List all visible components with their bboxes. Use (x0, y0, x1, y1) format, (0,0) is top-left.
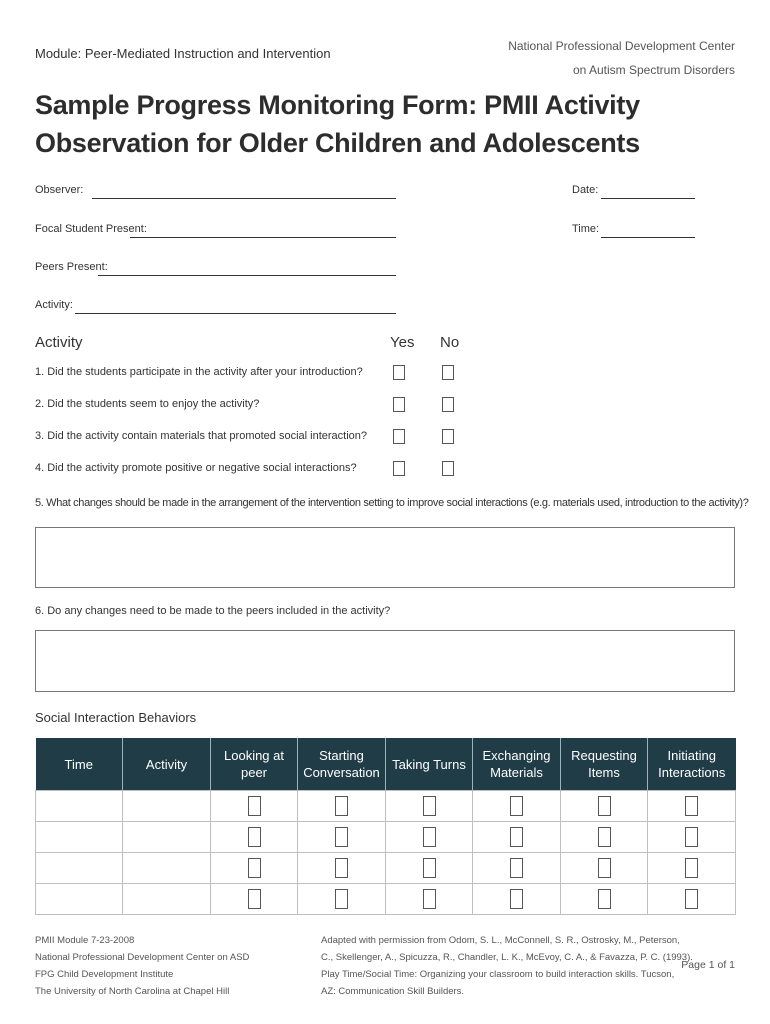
behavior-checkbox[interactable] (510, 796, 523, 816)
activity-section-heading: Activity (35, 334, 83, 351)
activity-cell[interactable] (123, 853, 211, 884)
behavior-checkbox[interactable] (685, 827, 698, 847)
footer-center: National Professional Development Center on ASD (35, 952, 250, 963)
table-header-row (36, 738, 736, 791)
behavior-checkbox[interactable] (248, 827, 261, 847)
col-taking-turns: Taking Turns (386, 738, 473, 791)
behavior-cell (211, 884, 298, 915)
question-6: 6. Do any changes need to be made to the peers included in the activity? (35, 605, 391, 617)
q3-yes-checkbox[interactable] (393, 429, 405, 444)
behavior-cell (473, 884, 561, 915)
time-label: Time: (572, 223, 600, 235)
peers-present-field[interactable] (98, 275, 396, 276)
behavior-checkbox[interactable] (685, 858, 698, 878)
behavior-cell (648, 822, 736, 853)
behavior-checkbox[interactable] (423, 889, 436, 909)
behavior-cell (473, 853, 561, 884)
citation-line: Play Time/Social Time: Organizing your classroom to build interaction skills. Tucson, (321, 969, 675, 980)
time-cell[interactable] (36, 822, 123, 853)
col-initiating-interactions: Initiating Interactions (648, 738, 736, 791)
question-4: 4. Did the activity promote positive or negative social interactions? (35, 462, 357, 474)
time-field[interactable] (601, 237, 695, 238)
behavior-checkbox[interactable] (510, 858, 523, 878)
focal-student-field[interactable] (130, 237, 396, 238)
behavior-cell (386, 884, 473, 915)
col-starting-conversation: Starting Conversation (298, 738, 386, 791)
time-cell[interactable] (36, 791, 123, 822)
behavior-cell (561, 822, 648, 853)
behavior-checkbox[interactable] (598, 858, 611, 878)
question-3: 3. Did the activity contain materials that promoted social interaction? (35, 430, 367, 442)
behavior-checkbox[interactable] (335, 858, 348, 878)
time-cell[interactable] (36, 884, 123, 915)
behavior-checkbox[interactable] (248, 858, 261, 878)
col-requesting-items: Requesting Items (561, 738, 648, 791)
behavior-checkbox[interactable] (248, 889, 261, 909)
table-row (36, 853, 736, 884)
behavior-checkbox[interactable] (248, 796, 261, 816)
behavior-cell (561, 853, 648, 884)
behavior-checkbox[interactable] (423, 827, 436, 847)
page-number: Page 1 of 1 (681, 959, 735, 971)
q4-no-checkbox[interactable] (442, 461, 454, 476)
social-interaction-table (35, 738, 736, 915)
observer-field[interactable] (92, 198, 396, 199)
footer-institute: FPG Child Development Institute (35, 969, 174, 980)
date-label: Date: (572, 184, 599, 196)
behavior-cell (211, 853, 298, 884)
q1-no-checkbox[interactable] (442, 365, 454, 380)
yes-column-label: Yes (390, 334, 415, 351)
behavior-checkbox[interactable] (685, 889, 698, 909)
behavior-cell (211, 791, 298, 822)
citation-line: AZ: Communication Skill Builders. (321, 986, 465, 997)
citation-line: Adapted with permission from Odom, S. L., McConnell, S. R., Ostrosky, M., Peterson, (321, 935, 680, 946)
date-field[interactable] (601, 198, 695, 199)
behavior-checkbox[interactable] (423, 796, 436, 816)
col-time: Time (36, 738, 123, 791)
peers-present-label: Peers Present: (35, 261, 108, 273)
activity-label: Activity: (35, 299, 73, 311)
behavior-checkbox[interactable] (335, 889, 348, 909)
behavior-cell (298, 853, 386, 884)
behavior-cell (298, 884, 386, 915)
q3-no-checkbox[interactable] (442, 429, 454, 444)
behavior-cell (473, 822, 561, 853)
footer-citation (321, 932, 693, 1000)
col-activity: Activity (123, 738, 211, 791)
module-label: Module: Peer-Mediated Instruction and Intervention (35, 46, 331, 61)
behavior-cell (386, 791, 473, 822)
footer-left (35, 932, 249, 1000)
behavior-cell (561, 791, 648, 822)
behavior-checkbox[interactable] (685, 796, 698, 816)
behavior-cell (648, 853, 736, 884)
behavior-cell (386, 822, 473, 853)
q2-no-checkbox[interactable] (442, 397, 454, 412)
center-name-line2: on Autism Spectrum Disorders (572, 63, 735, 77)
question-6-answer-box[interactable] (35, 630, 735, 692)
footer-module-date: PMII Module 7-23-2008 (35, 935, 135, 946)
question-5: 5. What changes should be made in the arrangement of the intervention setting to improve social interactions (e.g. materials used, introduction to the activity)? (35, 497, 749, 509)
no-column-label: No (440, 334, 460, 351)
behavior-checkbox[interactable] (598, 796, 611, 816)
behavior-checkbox[interactable] (510, 827, 523, 847)
behavior-checkbox[interactable] (335, 827, 348, 847)
center-name-line1: National Professional Development Center (508, 39, 735, 53)
behavior-cell (211, 822, 298, 853)
q4-yes-checkbox[interactable] (393, 461, 405, 476)
table-row (36, 884, 736, 915)
behavior-checkbox[interactable] (510, 889, 523, 909)
q1-yes-checkbox[interactable] (393, 365, 405, 380)
focal-student-label: Focal Student Present: (35, 223, 147, 235)
activity-field[interactable] (75, 313, 396, 314)
behavior-checkbox[interactable] (335, 796, 348, 816)
activity-cell[interactable] (123, 884, 211, 915)
behavior-checkbox[interactable] (598, 889, 611, 909)
behavior-cell (298, 791, 386, 822)
behavior-cell (473, 791, 561, 822)
observer-label: Observer: (35, 184, 84, 196)
page-title: Sample Progress Monitoring Form: PMII Activity Observation for Older Children and Adolescents (35, 90, 640, 158)
activity-cell[interactable] (123, 791, 211, 822)
activity-cell[interactable] (123, 822, 211, 853)
question-5-answer-box[interactable] (35, 527, 735, 588)
social-interaction-heading: Social Interaction Behaviors (35, 710, 197, 725)
col-looking-at-peer: Looking at peer (211, 738, 298, 791)
citation-line: C., Skellenger, A., Spicuzza, R., Chandler, L. K., McEvoy, C. A., & Favazza, P. C. (1993). (321, 952, 693, 963)
center-name (508, 34, 735, 82)
footer-university: The University of North Carolina at Chapel Hill (35, 986, 230, 997)
table-row (36, 822, 736, 853)
behavior-checkbox[interactable] (423, 858, 436, 878)
behavior-cell (648, 884, 736, 915)
time-cell[interactable] (36, 853, 123, 884)
question-1: 1. Did the students participate in the activity after your introduction? (35, 366, 363, 378)
behavior-cell (561, 884, 648, 915)
behavior-cell (386, 853, 473, 884)
col-exchanging-materials: Exchanging Materials (473, 738, 561, 791)
q2-yes-checkbox[interactable] (393, 397, 405, 412)
question-2: 2. Did the students seem to enjoy the activity? (35, 398, 260, 410)
behavior-cell (648, 791, 736, 822)
behavior-cell (298, 822, 386, 853)
table-row (36, 791, 736, 822)
behavior-checkbox[interactable] (598, 827, 611, 847)
